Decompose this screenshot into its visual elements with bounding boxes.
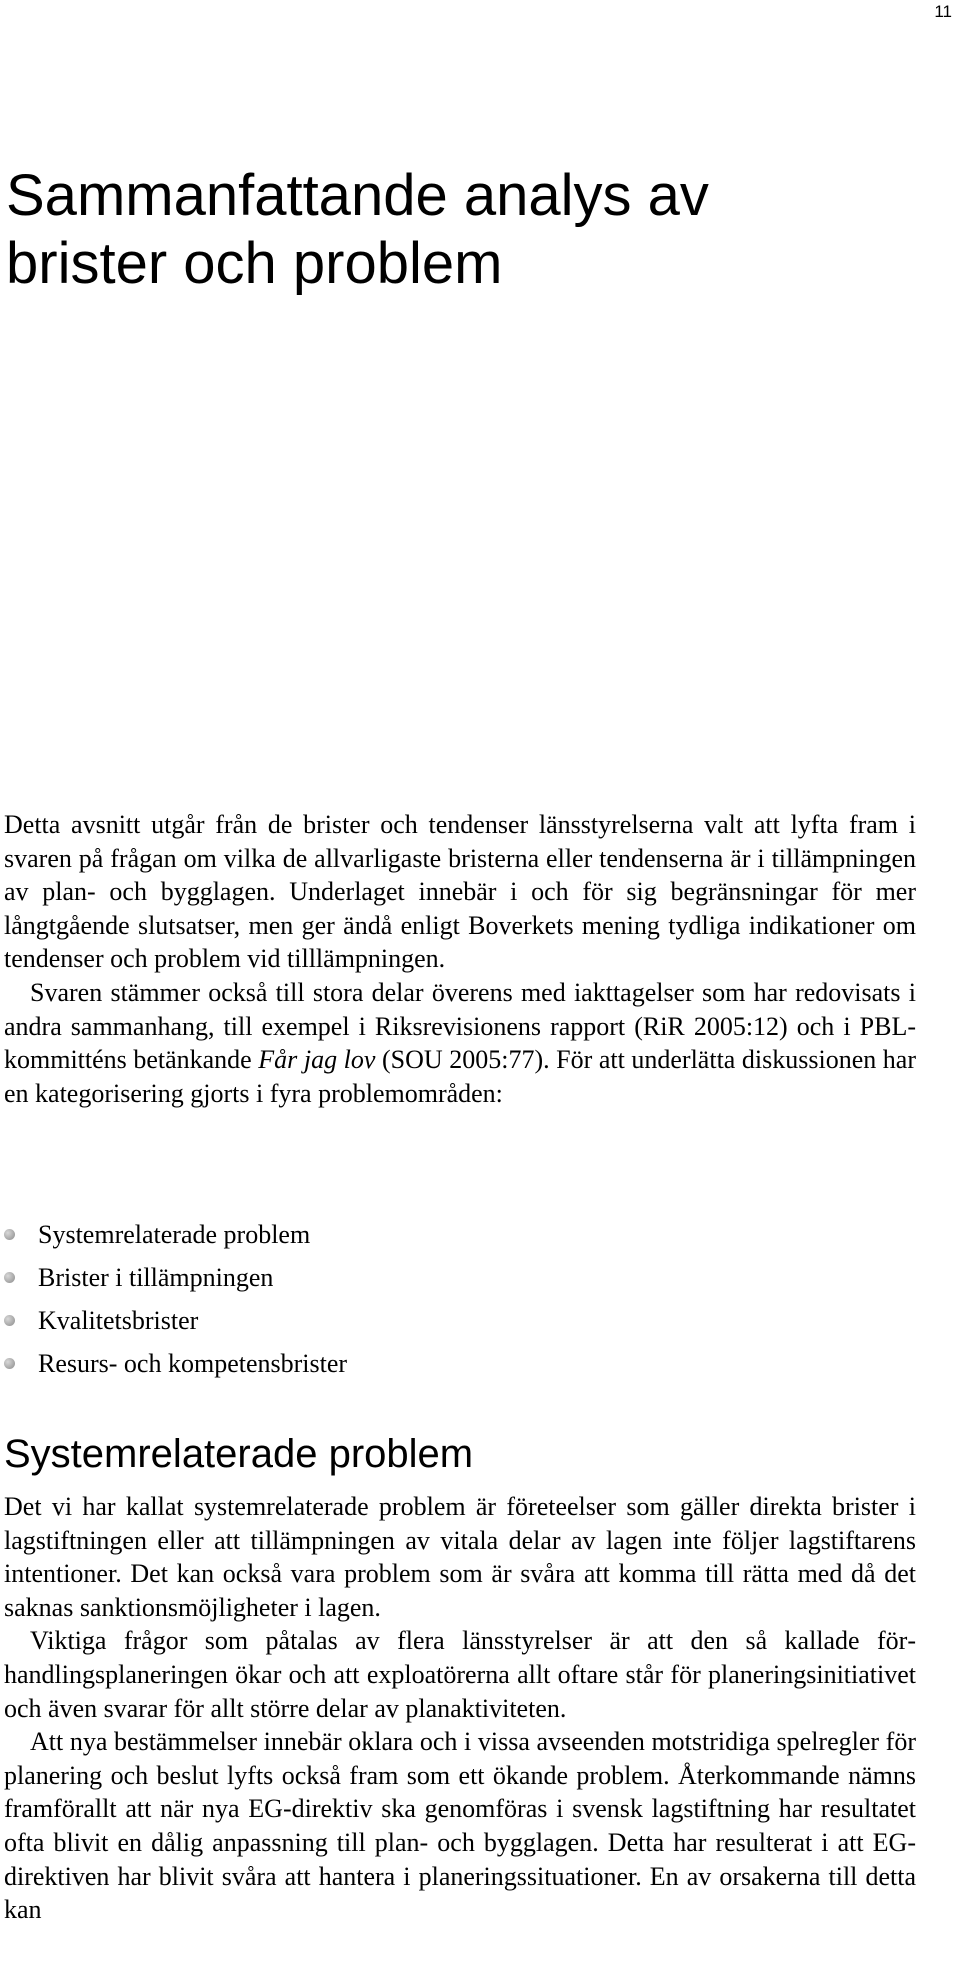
list-item <box>4 1299 347 1342</box>
section-paragraph-2: Viktiga frågor som påtalas av flera länsstyrelser är att den så kallade förhandlingsplaneringen ökar och att exploatörerna allt oftare står för planeringsinitiativet och även svarar för allt större delar av planaktiviteten. <box>4 1626 916 1723</box>
chapter-title-line-1: Sammanfattande analys av <box>6 163 709 228</box>
page-number: 11 <box>934 2 952 21</box>
list-item-label: Kvalitetsbrister <box>38 1306 199 1335</box>
intro-text <box>4 808 916 1110</box>
chapter-title <box>6 162 906 298</box>
bullet-icon <box>4 1229 15 1240</box>
list-item-label: Brister i tillämpningen <box>38 1263 274 1292</box>
bullet-icon <box>4 1315 15 1326</box>
list-item <box>4 1256 347 1299</box>
section-heading: Systemrelaterade problem <box>4 1432 474 1476</box>
report-title-italic: Får jag lov <box>258 1045 376 1075</box>
intro-paragraph-2-tail: (SOU 2005:77). För att underlätta diskussionen har en kategorisering gjorts i fyra problemområden: <box>4 1045 916 1108</box>
list-item <box>4 1213 347 1256</box>
intro-paragraph-2-text: Svaren stämmer också till stora delar överens med iakttagelser som har redovisats i andra sammanhang, till exempel i Riksrevisionens rapport (RiR 2005:12) och i PBL-kommitténs betänkande <box>4 977 916 1075</box>
problem-areas-list <box>4 1213 347 1385</box>
bullet-icon <box>4 1358 15 1369</box>
list-item-label: Systemrelaterade problem <box>38 1220 311 1249</box>
section-paragraph-1: Det vi har kallat systemrelaterade problem är företeelser som gäller direkta brister i lagstiftningen eller att tillämpningen av vitala delar av lagen inte följer lagstiftarens intentioner. Det kan också vara problem som är svåra att komma till rätta med då det saknas sanktionsmöjligheter i lagen. <box>4 1492 916 1622</box>
section-text <box>4 1490 916 1927</box>
list-item <box>4 1342 347 1385</box>
section-paragraph-3: Att nya bestämmelser innebär oklara och i vissa avseenden motstridiga spelregler för planering och beslut lyfts också fram som ett ökande problem. Återkommande nämns framförallt att när nya EG-direktiv ska genomföras i svensk lagstiftning har resultatet ofta blivit en dålig anpassning till plan- och bygglagen. Detta har resulterat i att EG-direktiven har blivit svåra att hantera i planeringssituationer. En av orsakerna till detta kan <box>4 1727 916 1925</box>
intro-paragraph-1: Detta avsnitt utgår från de brister och tendenser länsstyrelserna valt att lyfta fram i svaren på frågan om vilka de allvarligaste bristerna eller tendenserna är i tillämpningen av plan- och bygglagen. Underlaget innebär i och för sig begränsningar för mer långtgående slutsatser, men ger ändå enligt Boverkets mening tydliga indikationer om tendenser och problem vid tilllämpningen. <box>4 810 916 974</box>
intro-paragraph-2 <box>4 976 916 1110</box>
bullet-icon <box>4 1272 15 1283</box>
chapter-title-line-2: brister och problem <box>6 231 503 296</box>
list-item-label: Resurs- och kompetensbrister <box>38 1349 348 1378</box>
